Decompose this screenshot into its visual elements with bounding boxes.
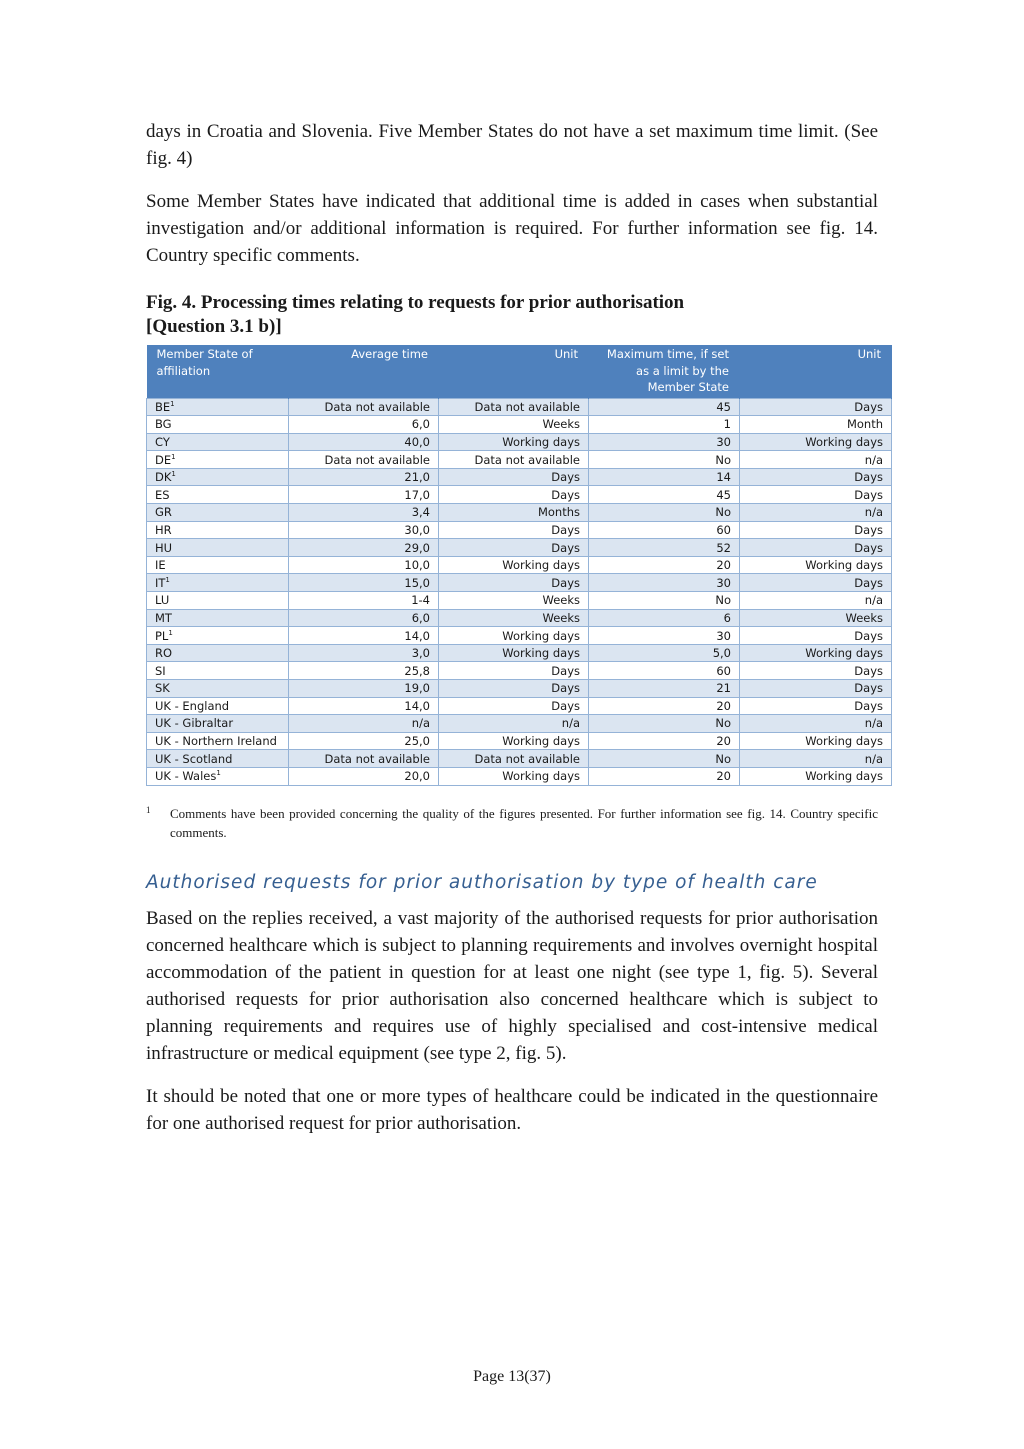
cell-average-time: 17,0: [289, 486, 439, 504]
cell-unit-max: n/a: [740, 451, 892, 469]
cell-unit-max: Days: [740, 521, 892, 539]
member-state-name: UK - England: [155, 698, 230, 713]
cell-unit-max: Working days: [740, 732, 892, 750]
footnote: [146, 804, 878, 842]
cell-unit: Working days: [439, 627, 589, 645]
cell-member-state: [147, 539, 289, 557]
table-row: [147, 556, 892, 574]
cell-unit-max: Days: [740, 539, 892, 557]
table-row: [147, 486, 892, 504]
cell-member-state: [147, 468, 289, 486]
cell-maximum-time: 52: [589, 539, 740, 557]
cell-maximum-time: 45: [589, 486, 740, 504]
table-row: [147, 627, 892, 645]
cell-member-state: [147, 504, 289, 522]
footnote-mark: 1: [146, 804, 151, 815]
table-row: [147, 732, 892, 750]
cell-average-time: 15,0: [289, 574, 439, 592]
table-body: [147, 398, 892, 785]
cell-unit-max: Days: [740, 680, 892, 698]
cell-unit-max: n/a: [740, 715, 892, 733]
cell-unit: Days: [439, 680, 589, 698]
cell-maximum-time: 30: [589, 433, 740, 451]
cell-maximum-time: 5,0: [589, 644, 740, 662]
table-row: [147, 767, 892, 785]
cell-unit-max: n/a: [740, 592, 892, 610]
page-content: [146, 118, 883, 1153]
cell-unit-max: Working days: [740, 433, 892, 451]
cell-unit: Days: [439, 521, 589, 539]
table-row: [147, 662, 892, 680]
figure-title-line-1: Fig. 4. Processing times relating to requests for prior authorisation: [146, 292, 685, 313]
footnote-reference: 1: [171, 470, 176, 479]
cell-unit-max: Days: [740, 662, 892, 680]
cell-average-time: 20,0: [289, 767, 439, 785]
cell-maximum-time: 20: [589, 732, 740, 750]
cell-unit-max: Working days: [740, 556, 892, 574]
footnote-text: Comments have been provided concerning the quality of the figures presented. For further information see fig. 14. Country specific comments.: [170, 805, 878, 840]
cell-unit: Working days: [439, 732, 589, 750]
cell-maximum-time: 45: [589, 398, 740, 416]
cell-member-state: [147, 609, 289, 627]
cell-member-state: [147, 680, 289, 698]
cell-average-time: Data not available: [289, 398, 439, 416]
section-paragraph-1: Based on the replies received, a vast majority of the authorised requests for prior authorisation concerned healthcare which is subject to planning requirements and involves overnight hospital accommodation of the patient in question for at least one night (see type 1, fig. 5). Several authorised requests for prior authorisation also concerned healthcare which is subject to planning requirements and requires use of highly specialised and cost-intensive medical infrastructure or medical equipment (see type 2, fig. 5).: [146, 907, 878, 1064]
cell-unit-max: Days: [740, 574, 892, 592]
member-state-name: CY: [155, 434, 170, 449]
cell-maximum-time: 20: [589, 556, 740, 574]
member-state-name: BG: [155, 417, 172, 432]
table-row: [147, 750, 892, 768]
footnote-reference: 1: [170, 399, 175, 408]
cell-average-time: 40,0: [289, 433, 439, 451]
cell-unit: Data not available: [439, 451, 589, 469]
cell-unit: Working days: [439, 433, 589, 451]
cell-unit: Days: [439, 468, 589, 486]
cell-unit-max: Days: [740, 697, 892, 715]
cell-member-state: [147, 662, 289, 680]
cell-average-time: 14,0: [289, 697, 439, 715]
cell-member-state: [147, 644, 289, 662]
cell-average-time: 30,0: [289, 521, 439, 539]
table-row: [147, 697, 892, 715]
cell-unit-max: Working days: [740, 644, 892, 662]
table-row: [147, 609, 892, 627]
cell-member-state: [147, 697, 289, 715]
section-heading: Authorised requests for prior authorisation by type of health care: [146, 871, 818, 893]
cell-unit: Working days: [439, 767, 589, 785]
cell-maximum-time: 20: [589, 767, 740, 785]
member-state-name: BE: [155, 399, 171, 414]
header-member-state: Member State of affiliation: [147, 345, 289, 398]
cell-maximum-time: 30: [589, 627, 740, 645]
cell-average-time: 19,0: [289, 680, 439, 698]
cell-unit-max: Days: [740, 627, 892, 645]
cell-member-state: [147, 732, 289, 750]
table-row: [147, 574, 892, 592]
cell-average-time: 6,0: [289, 609, 439, 627]
cell-average-time: Data not available: [289, 451, 439, 469]
cell-unit: Data not available: [439, 750, 589, 768]
cell-member-state: [147, 750, 289, 768]
cell-unit: Months: [439, 504, 589, 522]
footnote-reference: 1: [216, 769, 221, 778]
cell-unit-max: Days: [740, 486, 892, 504]
table-row: [147, 416, 892, 434]
footnote-reference: 1: [168, 628, 173, 637]
cell-unit: Days: [439, 539, 589, 557]
table-row: [147, 521, 892, 539]
member-state-name: HR: [155, 522, 172, 537]
table-row: [147, 504, 892, 522]
cell-unit: Weeks: [439, 592, 589, 610]
cell-average-time: 6,0: [289, 416, 439, 434]
member-state-name: UK - Scotland: [155, 751, 233, 766]
table-header-row: [147, 345, 892, 398]
member-state-name: SI: [155, 663, 166, 678]
cell-member-state: [147, 592, 289, 610]
member-state-name: GR: [155, 505, 172, 520]
header-average-time: Average time: [289, 345, 439, 398]
cell-maximum-time: 20: [589, 697, 740, 715]
cell-member-state: [147, 398, 289, 416]
member-state-name: UK - Gibraltar: [155, 716, 234, 731]
cell-member-state: [147, 486, 289, 504]
cell-average-time: 25,8: [289, 662, 439, 680]
footnote-reference: 1: [165, 575, 170, 584]
cell-maximum-time: No: [589, 715, 740, 733]
cell-unit-max: Days: [740, 468, 892, 486]
member-state-name: PL: [155, 628, 169, 643]
cell-maximum-time: 60: [589, 662, 740, 680]
cell-unit-max: Month: [740, 416, 892, 434]
intro-paragraph-2: Some Member States have indicated that additional time is added in cases when substantial investigation and/or additional information is required. For further information see fig. 14. Country specific comments.: [146, 191, 878, 266]
cell-member-state: [147, 416, 289, 434]
cell-unit: Days: [439, 574, 589, 592]
cell-unit: Days: [439, 486, 589, 504]
footnote-reference: 1: [171, 452, 176, 461]
page-number: Page 13(37): [473, 1368, 551, 1385]
cell-average-time: 25,0: [289, 732, 439, 750]
cell-maximum-time: 60: [589, 521, 740, 539]
cell-member-state: [147, 433, 289, 451]
cell-unit-max: Days: [740, 398, 892, 416]
cell-average-time: 10,0: [289, 556, 439, 574]
cell-maximum-time: No: [589, 750, 740, 768]
cell-unit: Working days: [439, 644, 589, 662]
figure-title-line-2: [Question 3.1 b)]: [146, 316, 282, 337]
member-state-name: HU: [155, 540, 173, 555]
cell-member-state: [147, 521, 289, 539]
processing-times-table: [146, 345, 892, 786]
cell-member-state: [147, 556, 289, 574]
member-state-name: RO: [155, 646, 173, 661]
cell-average-time: 14,0: [289, 627, 439, 645]
cell-member-state: [147, 715, 289, 733]
cell-member-state: [147, 627, 289, 645]
cell-average-time: 3,4: [289, 504, 439, 522]
cell-average-time: Data not available: [289, 750, 439, 768]
cell-unit: Days: [439, 697, 589, 715]
member-state-name: IE: [155, 558, 166, 573]
cell-unit-max: n/a: [740, 750, 892, 768]
section-paragraph-2: It should be noted that one or more types of healthcare could be indicated in the questionnaire for one authorised request for prior authorisation.: [146, 1085, 878, 1134]
cell-maximum-time: No: [589, 504, 740, 522]
cell-member-state: [147, 767, 289, 785]
member-state-name: UK - Northern Ireland: [155, 734, 277, 749]
table-row: [147, 539, 892, 557]
member-state-name: IT: [155, 575, 166, 590]
cell-unit-max: Working days: [740, 767, 892, 785]
member-state-name: ES: [155, 487, 170, 502]
cell-average-time: n/a: [289, 715, 439, 733]
table-row: [147, 468, 892, 486]
cell-maximum-time: 6: [589, 609, 740, 627]
table-row: [147, 592, 892, 610]
member-state-name: LU: [155, 593, 170, 608]
header-unit-max: Unit: [740, 345, 892, 398]
cell-unit: Data not available: [439, 398, 589, 416]
cell-unit-max: Weeks: [740, 609, 892, 627]
cell-unit: Days: [439, 662, 589, 680]
cell-unit: Weeks: [439, 609, 589, 627]
cell-average-time: 21,0: [289, 468, 439, 486]
table-row: [147, 433, 892, 451]
table-row: [147, 644, 892, 662]
member-state-name: MT: [155, 610, 172, 625]
table-row: [147, 398, 892, 416]
cell-average-time: 29,0: [289, 539, 439, 557]
cell-member-state: [147, 451, 289, 469]
cell-unit-max: n/a: [740, 504, 892, 522]
cell-member-state: [147, 574, 289, 592]
member-state-name: DK: [155, 470, 172, 485]
cell-maximum-time: No: [589, 592, 740, 610]
cell-average-time: 1-4: [289, 592, 439, 610]
intro-paragraph-1: days in Croatia and Slovenia. Five Member States do not have a set maximum time limit. (See fig. 4): [146, 121, 878, 169]
cell-maximum-time: No: [589, 451, 740, 469]
member-state-name: SK: [155, 681, 170, 696]
table-row: [147, 715, 892, 733]
header-maximum-time: Maximum time, if set as a limit by the Member State: [589, 345, 740, 398]
cell-unit: Weeks: [439, 416, 589, 434]
cell-maximum-time: 30: [589, 574, 740, 592]
cell-maximum-time: 21: [589, 680, 740, 698]
table-row: [147, 680, 892, 698]
table-row: [147, 451, 892, 469]
cell-maximum-time: 1: [589, 416, 740, 434]
cell-unit: n/a: [439, 715, 589, 733]
member-state-name: DE: [155, 452, 172, 467]
member-state-name: UK - Wales: [155, 769, 217, 784]
cell-average-time: 3,0: [289, 644, 439, 662]
cell-maximum-time: 14: [589, 468, 740, 486]
header-unit: Unit: [439, 345, 589, 398]
cell-unit: Working days: [439, 556, 589, 574]
figure-title: [146, 291, 878, 339]
